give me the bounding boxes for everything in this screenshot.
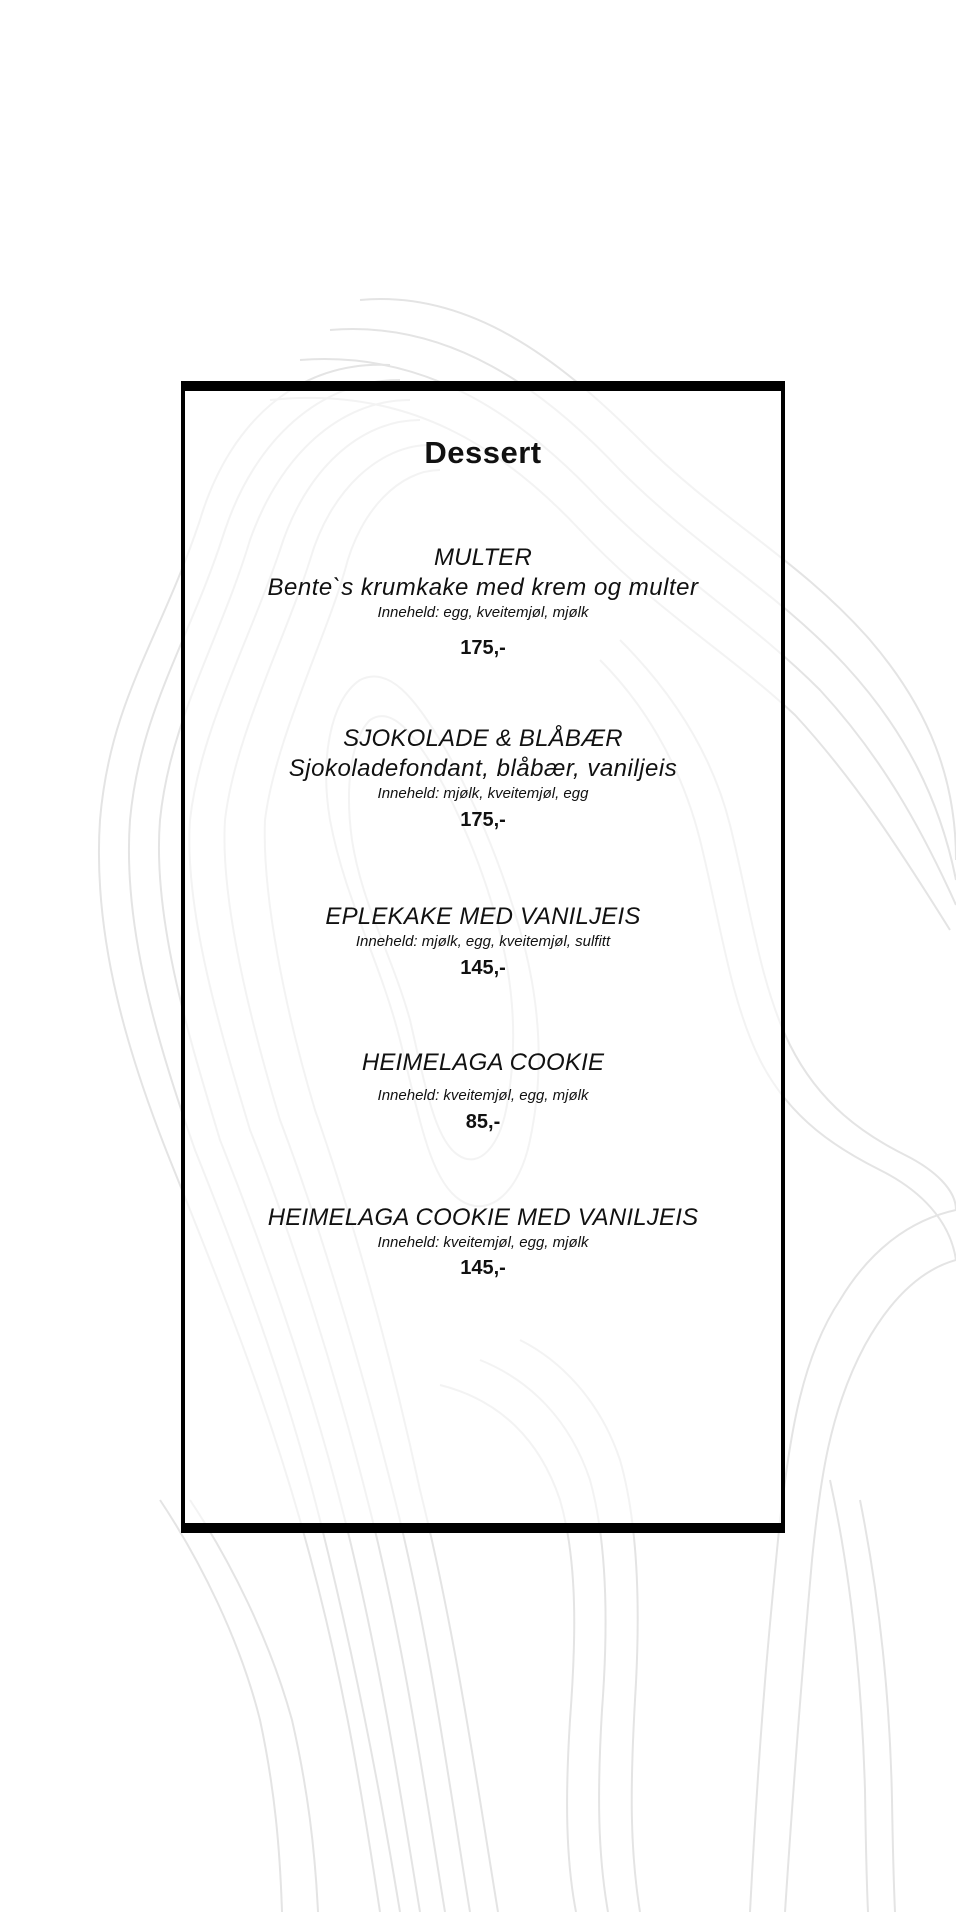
item-allergens: Inneheld: egg, kveitemjøl, mjølk: [377, 604, 589, 621]
item-price: 175,-: [460, 637, 506, 659]
item-price: 175,-: [460, 809, 506, 831]
item-description: Bente`s krumkake med krem og multer: [267, 574, 699, 601]
item-allergens: Inneheld: mjølk, kveitemjøl, egg: [377, 785, 589, 802]
item-name: HEIMELAGA COOKIE MED VANILJEIS: [267, 1204, 699, 1231]
item-price: 145,-: [460, 957, 506, 979]
menu-item-heimelaga-cookie-med-vaniljeis: [185, 1203, 781, 1281]
item-price: 85,-: [465, 1111, 501, 1133]
menu-item-heimelaga-cookie: [185, 1048, 781, 1135]
item-description: Sjokoladefondant, blåbær, vaniljeis: [288, 755, 678, 782]
item-allergens: Inneheld: kveitemjøl, egg, mjølk: [377, 1087, 589, 1104]
item-name: SJOKOLADE & BLÅBÆR: [343, 725, 623, 752]
menu-item-sjokolade-blabaer: [185, 724, 781, 833]
item-name: EPLEKAKE MED VANILJEIS: [325, 903, 641, 930]
menu-item-multer: [185, 543, 781, 661]
item-name: HEIMELAGA COOKIE: [361, 1049, 605, 1076]
dessert-menu-card: [181, 381, 785, 1533]
menu-item-eplekake: [185, 902, 781, 981]
item-allergens: Inneheld: kveitemjøl, egg, mjølk: [377, 1234, 589, 1251]
menu-title: Dessert: [424, 435, 542, 470]
item-name: MULTER: [433, 544, 533, 571]
item-price: 145,-: [460, 1257, 506, 1279]
item-allergens: Inneheld: mjølk, egg, kveitemjøl, sulfitt: [355, 933, 611, 950]
